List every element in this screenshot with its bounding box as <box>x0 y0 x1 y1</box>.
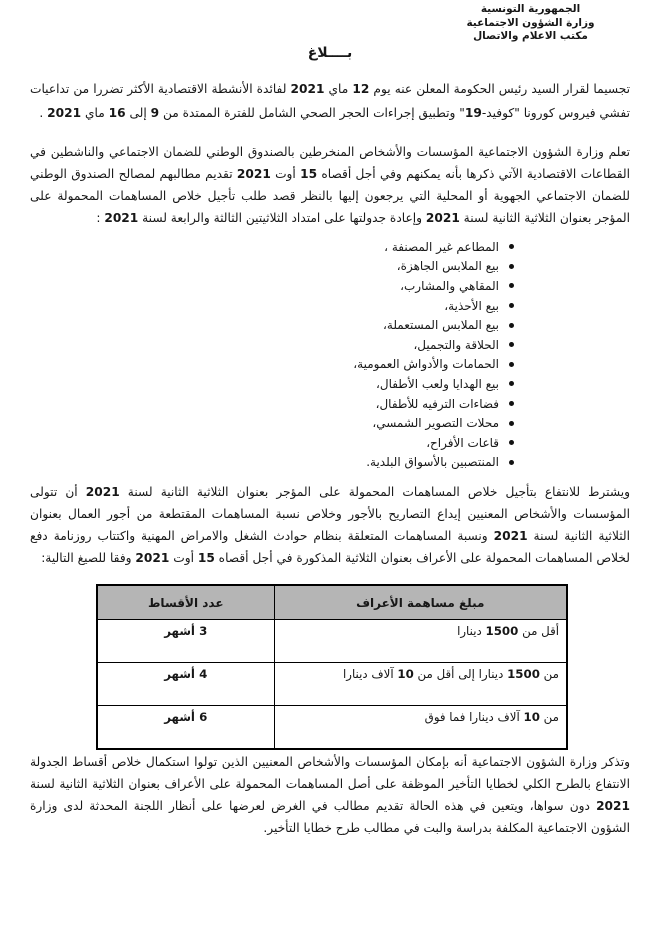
installments-cell: 4 أشهر <box>97 663 274 706</box>
sector-label: بيع الأحذية، <box>444 298 499 313</box>
bullet-icon <box>509 421 514 426</box>
sector-label: المنتصبين بالأسواق البلدية. <box>366 455 499 470</box>
sector-item <box>353 453 514 473</box>
sector-item <box>353 315 514 335</box>
sector-item <box>353 296 514 316</box>
agency-line-office: مكتب الاعلام والاتصال <box>473 30 588 42</box>
table-header-row <box>97 585 567 620</box>
sector-item <box>353 257 514 277</box>
bullet-icon <box>509 460 514 465</box>
bullet-icon <box>509 342 514 347</box>
table-header-amount: مبلغ مساهمة الأعراف <box>274 585 567 620</box>
table-row <box>97 706 567 750</box>
amount-cell: من 1500 دينارا إلى أقل من 10 آلاف دينارا <box>274 663 567 706</box>
bullet-icon <box>509 440 514 445</box>
sector-item <box>353 394 514 414</box>
bullet-icon <box>509 303 514 308</box>
bullet-icon <box>509 244 514 249</box>
sectors-list <box>353 237 514 472</box>
sector-item <box>353 335 514 355</box>
agency-header <box>423 3 638 44</box>
installments-cell: 6 أشهر <box>97 706 274 750</box>
table-row <box>97 663 567 706</box>
sector-item <box>353 237 514 257</box>
amount-cell: أقل من 1500 دينارا <box>274 620 567 663</box>
sector-label: المقاهي والمشارب، <box>400 278 499 293</box>
bullet-icon <box>509 362 514 367</box>
installments-table-wrap <box>96 584 568 750</box>
sector-label: محلات التصوير الشمسي، <box>372 416 499 431</box>
intro-paragraph: تجسيما لقرار السيد رئيس الحكومة المعلن عنه يوم 12 ماي 2021 لفائدة الأنشطة الاقتصادية الأكثر تضررا من تداعيات تفشي فيروس كورونا "كوفيد-19" وتطبيق إجراءات الحجر الصحي الشامل للفترة الممتدة من 9 إلى 16 ماي 2021 . <box>30 82 631 120</box>
announcement-paragraph: تعلم وزارة الشؤون الاجتماعية المؤسسات والأشخاص المنخرطين بالصندوق الوطني للضمان الاجتماعي والناشطين في القطاعات الاقتصادية الآتي ذكرها بأنه يمكنهم وفي أجل أقصاه 15 أوت 2021 تقديم مطالبهم لمصالح الصندوق الوطني للضمان الاجتماعي الجهوية أو المحلية التي يرجعون إليها بالنظر قصد طلب تأجيل خلاص المساهمات المحمولة على المؤجر بعنوان الثلاثية الثانية لسنة 2021 وإعادة جدولتها على امتداد الثلاثيتين الثالثة والرابعة لسنة 2021 : <box>30 145 631 225</box>
sector-item <box>353 355 514 375</box>
bullet-icon <box>509 381 514 386</box>
sector-item <box>353 374 514 394</box>
bullet-icon <box>509 264 514 269</box>
conditions-paragraph: ويشترط للانتفاع بتأجيل خلاص المساهمات المحمولة على المؤجر بعنوان الثلاثية الثانية لسنة 2021 أن تتولى المؤسسات والأشخاص المعنيين إيداع التصاريح بالأجور وخلاص نسبة المساهمات المقتطعة من أجور العمال بعنوان الثلاثية الثانية لسنة 2021 ونسبة المساهمات المتعلقة بنظام حوادث الشغل والامراض المهنية واكتتاب روزنامة دفع لخلاص المساهمات المحمولة على الأعراف بعنوان الثلاثية المذكورة في أجل أقصاه 15 أوت 2021 وفقا للصيغ التالية: <box>30 485 630 565</box>
table-header-installments: عدد الأقساط <box>97 585 274 620</box>
sector-item <box>353 276 514 296</box>
bullet-icon <box>509 283 514 288</box>
sector-label: قاعات الأفراح، <box>426 435 499 450</box>
sector-label: بيع الملابس المستعملة، <box>383 318 499 333</box>
installments-table <box>96 584 568 750</box>
sector-label: بيع الهدايا ولعب الأطفال، <box>375 376 499 391</box>
bullet-icon <box>509 323 514 328</box>
amount-cell: من 10 آلاف دينارا فما فوق <box>274 706 567 750</box>
agency-line-ministry: وزارة الشؤون الاجتماعية <box>466 16 595 29</box>
agency-line-country: الجمهورية التونسية <box>480 3 581 15</box>
table-row <box>97 620 567 663</box>
sector-item <box>353 433 514 453</box>
sector-label: الحلاقة والتجميل، <box>413 337 499 352</box>
sector-item <box>353 413 514 433</box>
sector-label: الحمامات والأدواش العمومية، <box>353 357 499 372</box>
sector-label: فضاءات الترفيه للأطفال، <box>375 396 499 411</box>
reminder-paragraph: وتذكر وزارة الشؤون الاجتماعية أنه بإمكان المؤسسات والأشخاص المعنيين الذين تولوا استكمال خلاص أقساط الجدولة الانتفاع بالطرح الكلي لخطايا التأخير الموظفة على أصل المساهمات المحمولة على الأعراف بعنوان الثلاثية الثانية لسنة 2021 دون سواها، ويتعين في هذه الحالة تقديم مطالب في الغرض لعرضها على أنظار اللجنة المحدثة لدى وزارة الشؤون الاجتماعية المكلفة بدراسة والبت في مطالب طرح خطايا التأخير. <box>30 755 630 835</box>
sector-label: بيع الملابس الجاهزة، <box>396 259 499 274</box>
installments-cell: 3 أشهر <box>97 620 274 663</box>
sector-label: المطاعم غير المصنفة ، <box>384 239 499 254</box>
bullet-icon <box>509 401 514 406</box>
communique-title: بــــلاغ <box>307 45 353 61</box>
